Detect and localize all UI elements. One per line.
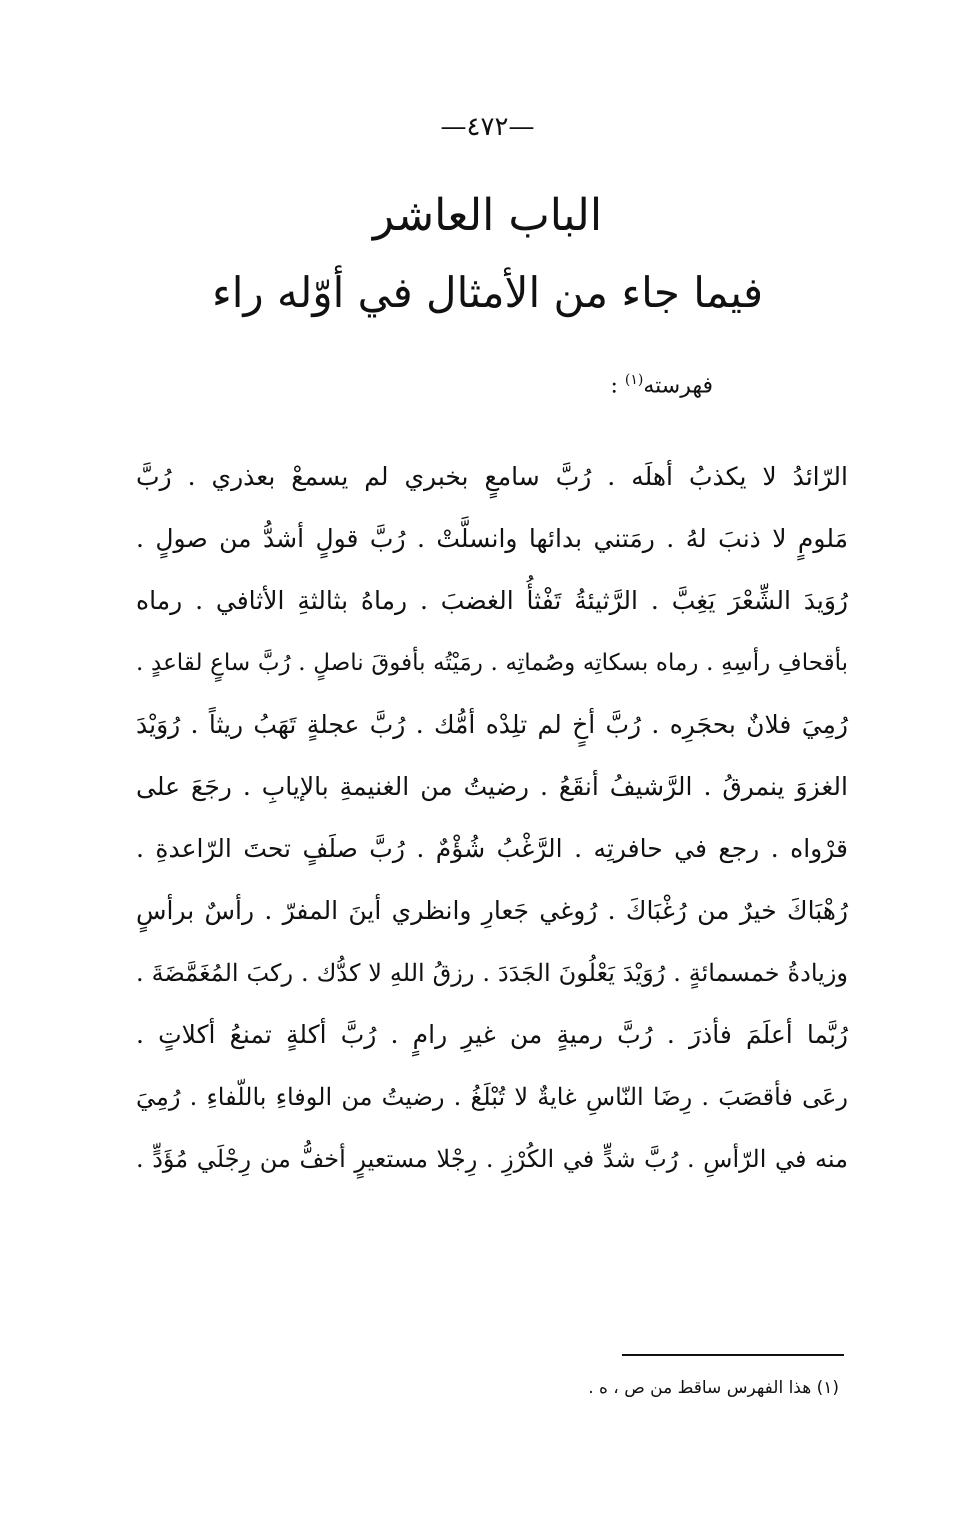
footnote: (١) هذا الفهرس ساقط من ص ، ه . xyxy=(588,1378,839,1398)
body-line: الغزوَ ينمرقُ . الرَّشيفُ أنقَعُ . رضيتُ من الغنيمةِ بالإيابِ . رجَعَ على xyxy=(136,772,848,801)
body-line: قرْواه . رجع في حافرتِه . الرَّغْبُ شُؤْمٌ . رُبَّ صلَفٍ تحتَ الرّاعدةِ . xyxy=(136,834,848,863)
body-line: بأقحافِ رأسِهِ . رماه بسكاتِه وصُماتِه . رمَيْتُه بأفوقَ ناصلٍ . رُبَّ ساعٍ لقاعدٍ . xyxy=(136,650,848,676)
footnote-divider xyxy=(622,1354,844,1356)
chapter-subtitle: فيما جاء من الأمثال في أوّله راء xyxy=(211,268,764,317)
index-heading-label: فهرسته xyxy=(643,373,713,399)
chapter-title: الباب العاشر xyxy=(372,190,603,241)
footnote-reference: (١) xyxy=(624,372,644,388)
index-heading xyxy=(610,372,713,398)
body-line: منه في الرّأسِ . رُبَّ شدٍّ في الكُرْزِ . رِجْلا مستعيرٍ أخفُّ من رِجْلَي مُؤَدٍّ . xyxy=(136,1145,848,1173)
body-line: رعَى فأقصَبَ . رِضَا النّاسِ غايةٌ لا تُبْلَغُ . رضيتُ من الوفاءِ باللّفاءِ . رُمِيَ xyxy=(136,1083,848,1111)
body-line: رُهْبَاكَ خيرٌ من رُغْبَاكَ . رُوغي جَعارِ وانظري أينَ المفرّ . رأسٌ برأسٍ xyxy=(136,896,848,925)
body-line: وزيادةُ خمسمائةٍ . رُوَيْدَ يَعْلُونَ الجَدَدَ . رزقُ اللهِ لا كدُّك . ركبَ المُغَمَّضَةَ . xyxy=(136,959,848,987)
index-heading-colon: : xyxy=(610,373,618,399)
body-line: مَلومٍ لا ذنبَ لهُ . رمَتني بدائها وانسلَّتْ . رُبَّ قولٍ أشدُّ من صولٍ . xyxy=(136,524,848,553)
body-line: الرّائدُ لا يكذبُ أهلَه . رُبَّ سامعٍ بخبري لم يسمعْ بعذري . رُبَّ xyxy=(136,462,848,491)
body-line: رُمِيَ فلانٌ بحجَرِه . رُبَّ أخٍ لم تلِدْه أمُّك . رُبَّ عجلةٍ تَهَبُ ريثاً . رُوَيْدَ xyxy=(136,710,848,739)
proverbs-body xyxy=(136,446,848,1190)
body-line: رُوَيدَ الشِّعْرَ يَغِبَّ . الرَّثيئةُ تَفْثأُ الغضبَ . رماهُ بثالثةِ الأثافي . رماه xyxy=(136,586,848,615)
page-number: —٤٧٢— xyxy=(440,112,535,142)
body-line: رُبَّما أعلَمَ فأذرَ . رُبَّ رميةٍ من غيرِ رامٍ . رُبَّ أكلةٍ تمنعُ أكلاتٍ . xyxy=(136,1020,848,1049)
